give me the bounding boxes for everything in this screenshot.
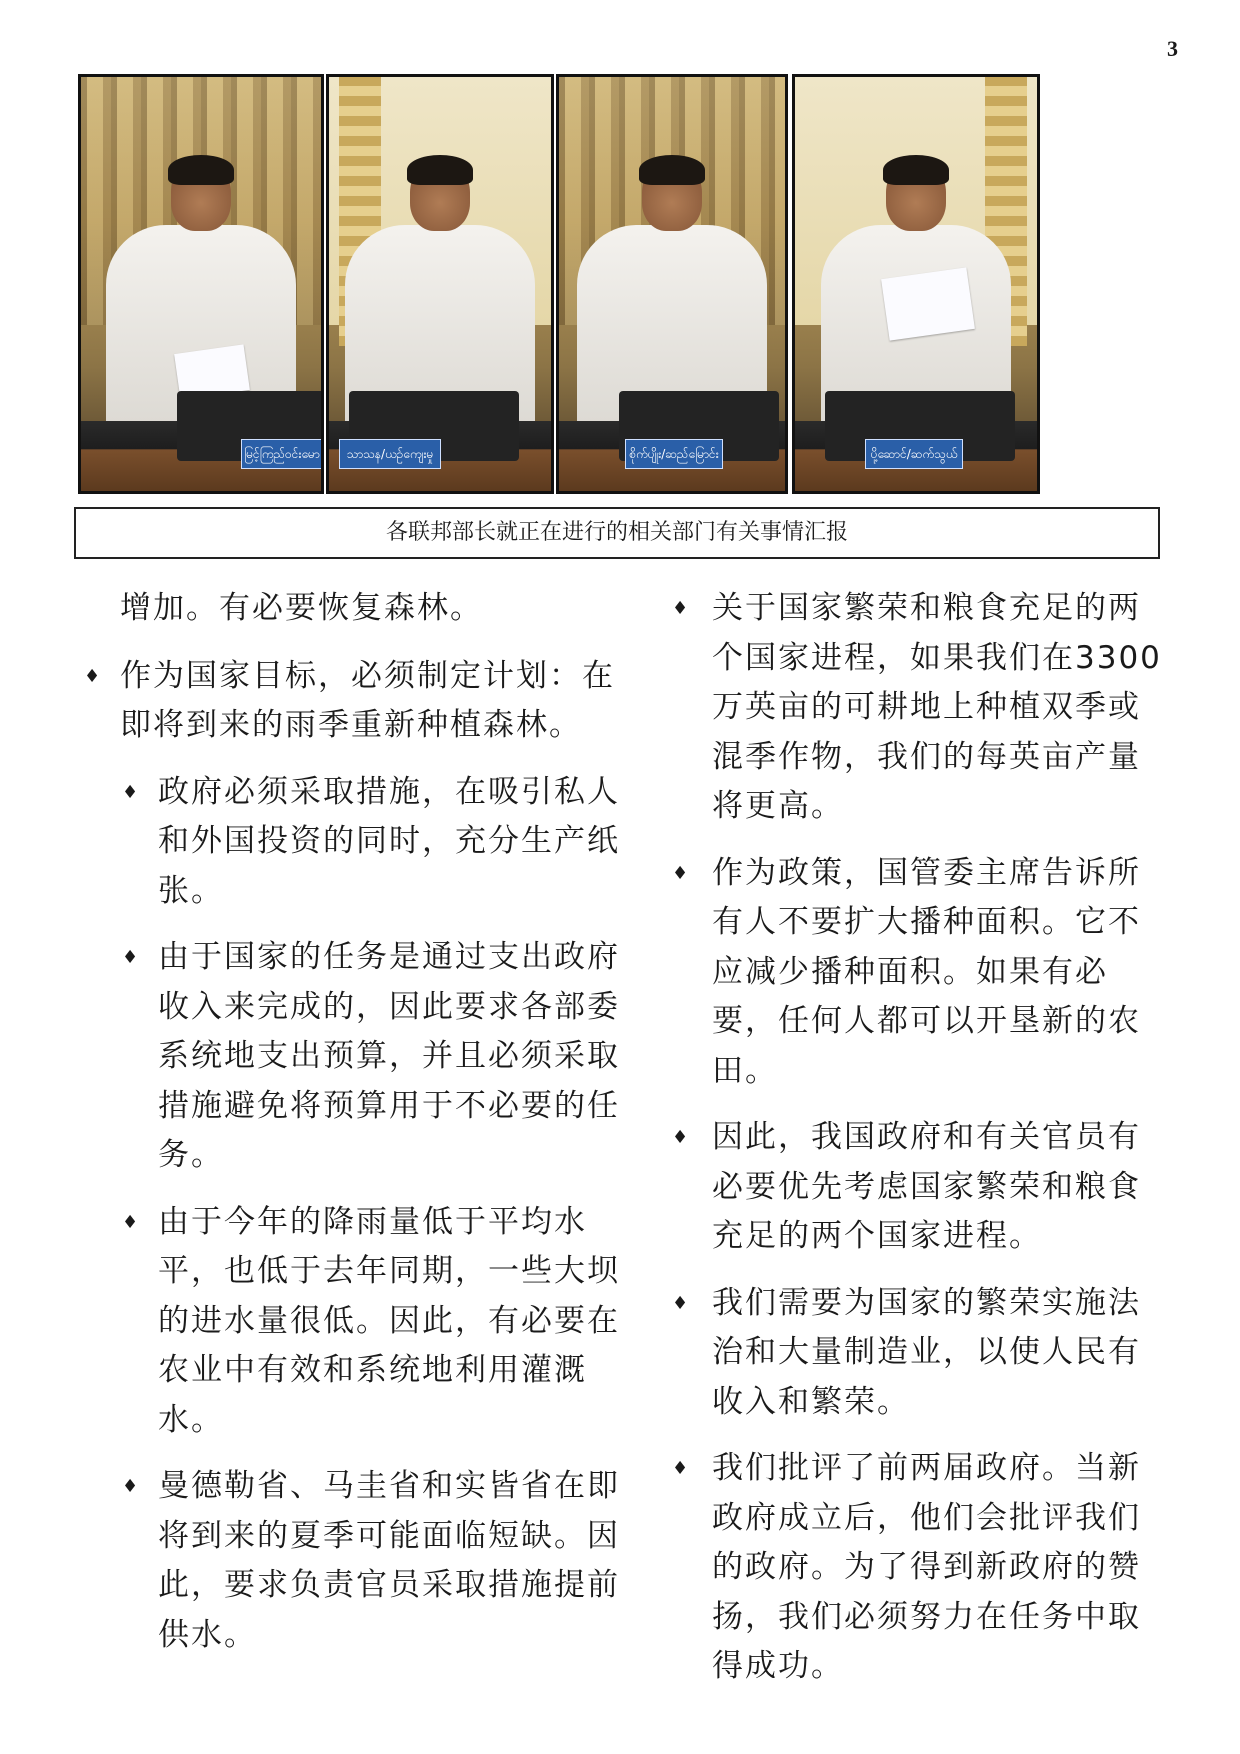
list-item <box>84 1198 624 1446</box>
list-item-text: 曼德勒省、马圭省和实皆省在即将到来的夏季可能面临短缺。因此，要求负责官员采取措施提前供水。 <box>158 1468 620 1653</box>
diamond-bullet-icon: ♦ <box>122 1211 139 1233</box>
person-hair <box>639 155 705 185</box>
nameplate: ပို့ဆောင်/ဆက်သွယ် <box>865 439 963 469</box>
diamond-bullet-icon: ♦ <box>672 1458 689 1479</box>
person-hair <box>883 155 949 185</box>
list-item <box>672 1444 1172 1692</box>
page-number: 3 <box>1167 36 1178 61</box>
left-column <box>84 584 624 1677</box>
photo-strip <box>78 74 1170 496</box>
list-item <box>672 584 1172 832</box>
list-item <box>84 768 624 917</box>
nameplate: မြင့်ကြည်ဝင်းမော <box>241 439 323 469</box>
list-item-text: 关于国家繁荣和粮食充足的两个国家进程，如果我们在3300万英亩的可耕地上种植双季或混季作物，我们的每英亩产量将更高。 <box>712 590 1162 824</box>
diamond-bullet-icon: ♦ <box>672 598 689 619</box>
list-item-text: 政府必须采取措施，在吸引私人和外国投资的同时，充分生产纸张。 <box>158 773 620 909</box>
person-hair <box>407 155 473 185</box>
photo-minister-2 <box>326 74 554 494</box>
diamond-bullet-icon: ♦ <box>672 1127 689 1148</box>
list-item-text: 由于今年的降雨量低于平均水平，也低于去年同期，一些大坝的进水量很低。因此，有必要在农业中有效和系统地利用灌溉水。 <box>158 1203 620 1438</box>
paper-document <box>881 267 975 340</box>
nameplate: သာသန/ယဉ်ကျေးမှု <box>339 439 441 469</box>
list-item <box>672 849 1172 1097</box>
diamond-bullet-icon: ♦ <box>84 665 101 687</box>
list-item-text: 我们需要为国家的繁荣实施法治和大量制造业，以使人民有收入和繁荣。 <box>712 1284 1141 1420</box>
diamond-bullet-icon: ♦ <box>672 862 689 884</box>
list-item <box>672 1279 1172 1428</box>
list-item <box>84 933 624 1181</box>
diamond-bullet-icon: ♦ <box>122 781 139 803</box>
photo-minister-1 <box>78 74 324 494</box>
diamond-bullet-icon: ♦ <box>122 947 139 968</box>
photo-minister-4 <box>792 74 1040 494</box>
list-item <box>672 1113 1172 1262</box>
continuation-text: 增加。有必要恢复森林。 <box>120 590 483 626</box>
photo-caption: 各联邦部长就正在进行的相关部门有关事情汇报 <box>74 507 1160 559</box>
list-item-text: 作为政策，国管委主席告诉所有人不要扩大播种面积。它不应减少播种面积。如果有必要，任何人都可以开垦新的农田。 <box>712 854 1141 1089</box>
diamond-bullet-icon: ♦ <box>122 1476 139 1497</box>
diamond-bullet-icon: ♦ <box>672 1292 689 1314</box>
person-hair <box>168 155 234 185</box>
list-item <box>84 1462 624 1660</box>
list-item <box>84 652 624 751</box>
list-item-text: 我们批评了前两届政府。当新政府成立后，他们会批评我们的政府。为了得到新政府的赞扬，我们必须努力在任务中取得成功。 <box>712 1450 1141 1684</box>
photo-minister-3 <box>556 74 788 494</box>
list-item-text: 由于国家的任务是通过支出政府收入来完成的，因此要求各部委系统地支出预算，并且必须采取措施避免将预算用于不必要的任务。 <box>158 939 620 1173</box>
nameplate: စိုက်ပျိုး/ဆည်မြောင်း <box>625 439 723 469</box>
list-item-text: 作为国家目标，必须制定计划：在即将到来的雨季重新种植森林。 <box>120 657 615 743</box>
right-column <box>672 584 1172 1709</box>
list-item-text: 因此，我国政府和有关官员有必要优先考虑国家繁荣和粮食充足的两个国家进程。 <box>712 1119 1141 1254</box>
